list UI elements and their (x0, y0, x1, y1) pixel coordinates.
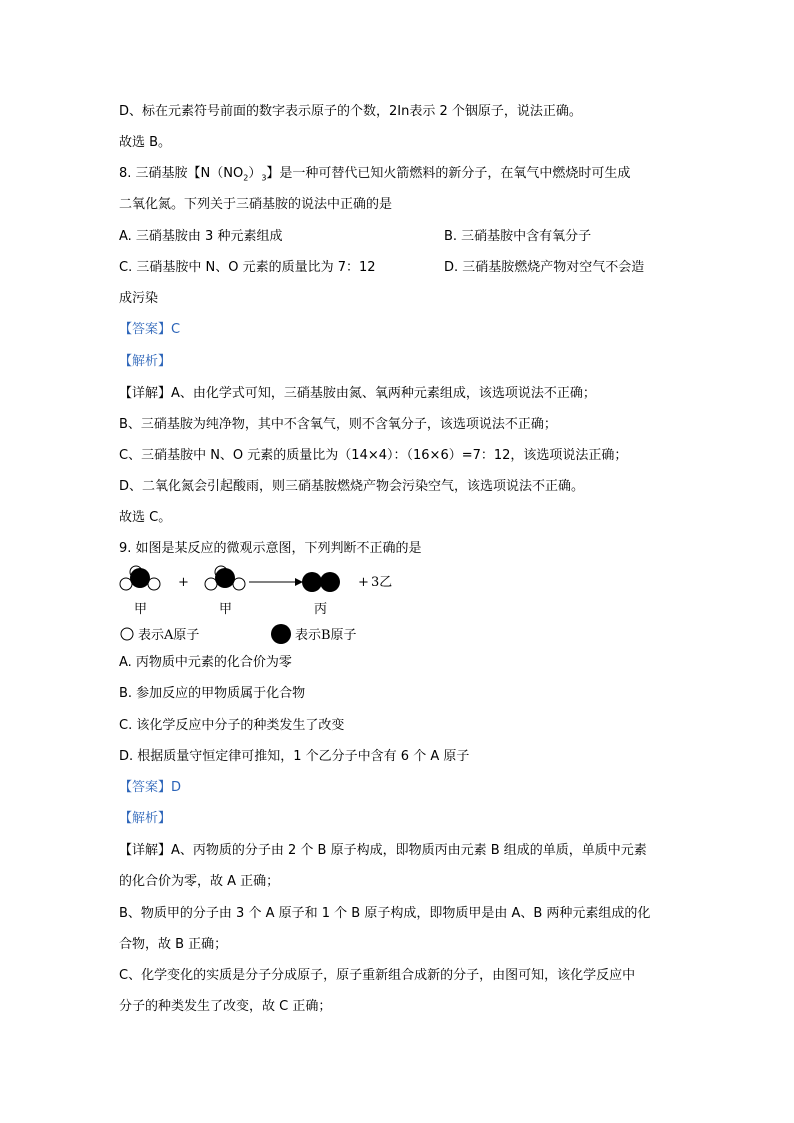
option-d: D. 根据质量守恒定律可推知，1 个乙分子中含有 6 个 A 原子 (119, 749, 470, 764)
text-line: B、物质甲的分子由 3 个 A 原子和 1 个 B 原子构成，即物质甲是由 A、B 两种元素组成的化 (119, 906, 651, 921)
text-line: 分子的种类发生了改变，故 C 正确； (119, 999, 332, 1014)
atom-b-legend-icon (271, 624, 291, 644)
answer-label: 【答案】C (119, 322, 181, 337)
text-line: C、三硝基胺中 N、O 元素的质量比为（14×4）：（16×6）=7：12，该选项说法正确； (119, 448, 628, 463)
text-line: D、二氧化氮会引起酸雨，则三硝基胺燃烧产物会污染空气，该选项说法不正确。 (119, 479, 585, 494)
legend-b-label: 表示B原子 (295, 628, 357, 643)
text-line: 【详解】A、丙物质的分子由 2 个 B 原子构成，即物质丙由元素 B 组成的单质，单质中元素 (119, 843, 647, 858)
molecule-bing (302, 572, 340, 592)
question-9-stem: 9. 如图是某反应的微观示意图，下列判断不正确的是 (119, 541, 422, 556)
question-8-stem (119, 165, 630, 188)
text-line: 成污染 (119, 291, 159, 306)
option-a: A. 三硝基胺由 3 种元素组成 (119, 229, 283, 244)
reaction-arrow (249, 578, 303, 586)
subscript: 2 (243, 173, 249, 183)
text-line: 【详解】A、由化学式可知，三硝基胺由氮、氧两种元素组成，该选项说法不正确； (119, 386, 596, 401)
analysis-label: 【解析】 (119, 354, 172, 369)
plus-sign: + (178, 575, 189, 590)
atom-a-legend-icon (121, 628, 133, 640)
text-line: 二氧化氮。下列关于三硝基胺的说法中正确的是 (119, 197, 393, 212)
legend-a-label: 表示A原子 (138, 628, 200, 643)
text-line: 的化合价为零，故 A 正确； (119, 874, 280, 889)
option-b: B. 三硝基胺中含有氧分子 (444, 229, 592, 244)
option-c: C. 三硝基胺中 N、O 元素的质量比为 7：12 (119, 260, 376, 275)
text-line: 故选 C。 (119, 510, 172, 525)
label-bing: 丙 (314, 602, 328, 617)
label-jia-1: 甲 (134, 602, 148, 617)
option-a: A. 丙物质中元素的化合价为零 (119, 655, 292, 670)
option-b: B. 参加反应的甲物质属于化合物 (119, 686, 306, 701)
option-d: D. 三硝基胺燃烧产物对空气不会造 (444, 260, 645, 275)
subscript: 3 (261, 173, 267, 183)
option-c: C. 该化学反应中分子的种类发生了改变 (119, 718, 345, 733)
text-line: 故选 B。 (119, 135, 172, 150)
molecule-jia-2 (205, 566, 245, 590)
molecule-jia-1 (120, 566, 160, 590)
label-jia-2: 甲 (219, 602, 233, 617)
label-yi: 3乙 (371, 575, 393, 590)
text-span: 8. 三硝基胺【N（NO (119, 166, 244, 181)
answer-label: 【答案】D (119, 780, 182, 795)
text-line: D、标在元素符号前面的数字表示原子的个数，2In表示 2 个铟原子，说法正确。 (119, 104, 582, 119)
text-line: 合物，故 B 正确； (119, 937, 228, 952)
text-span: ） (248, 166, 262, 181)
reaction-diagram (115, 560, 395, 650)
analysis-label: 【解析】 (119, 811, 172, 826)
text-line: B、三硝基胺为纯净物，其中不含氧气，则不含氧分子，该选项说法不正确； (119, 417, 557, 432)
text-span: 】是一种可替代已知火箭燃料的新分子，在氧气中燃烧时可生成 (266, 166, 631, 181)
plus-sign: + (358, 575, 369, 590)
legend (121, 624, 357, 644)
text-line: C、化学变化的实质是分子分成原子，原子重新组合成新的分子，由图可知，该化学反应中 (119, 968, 636, 983)
